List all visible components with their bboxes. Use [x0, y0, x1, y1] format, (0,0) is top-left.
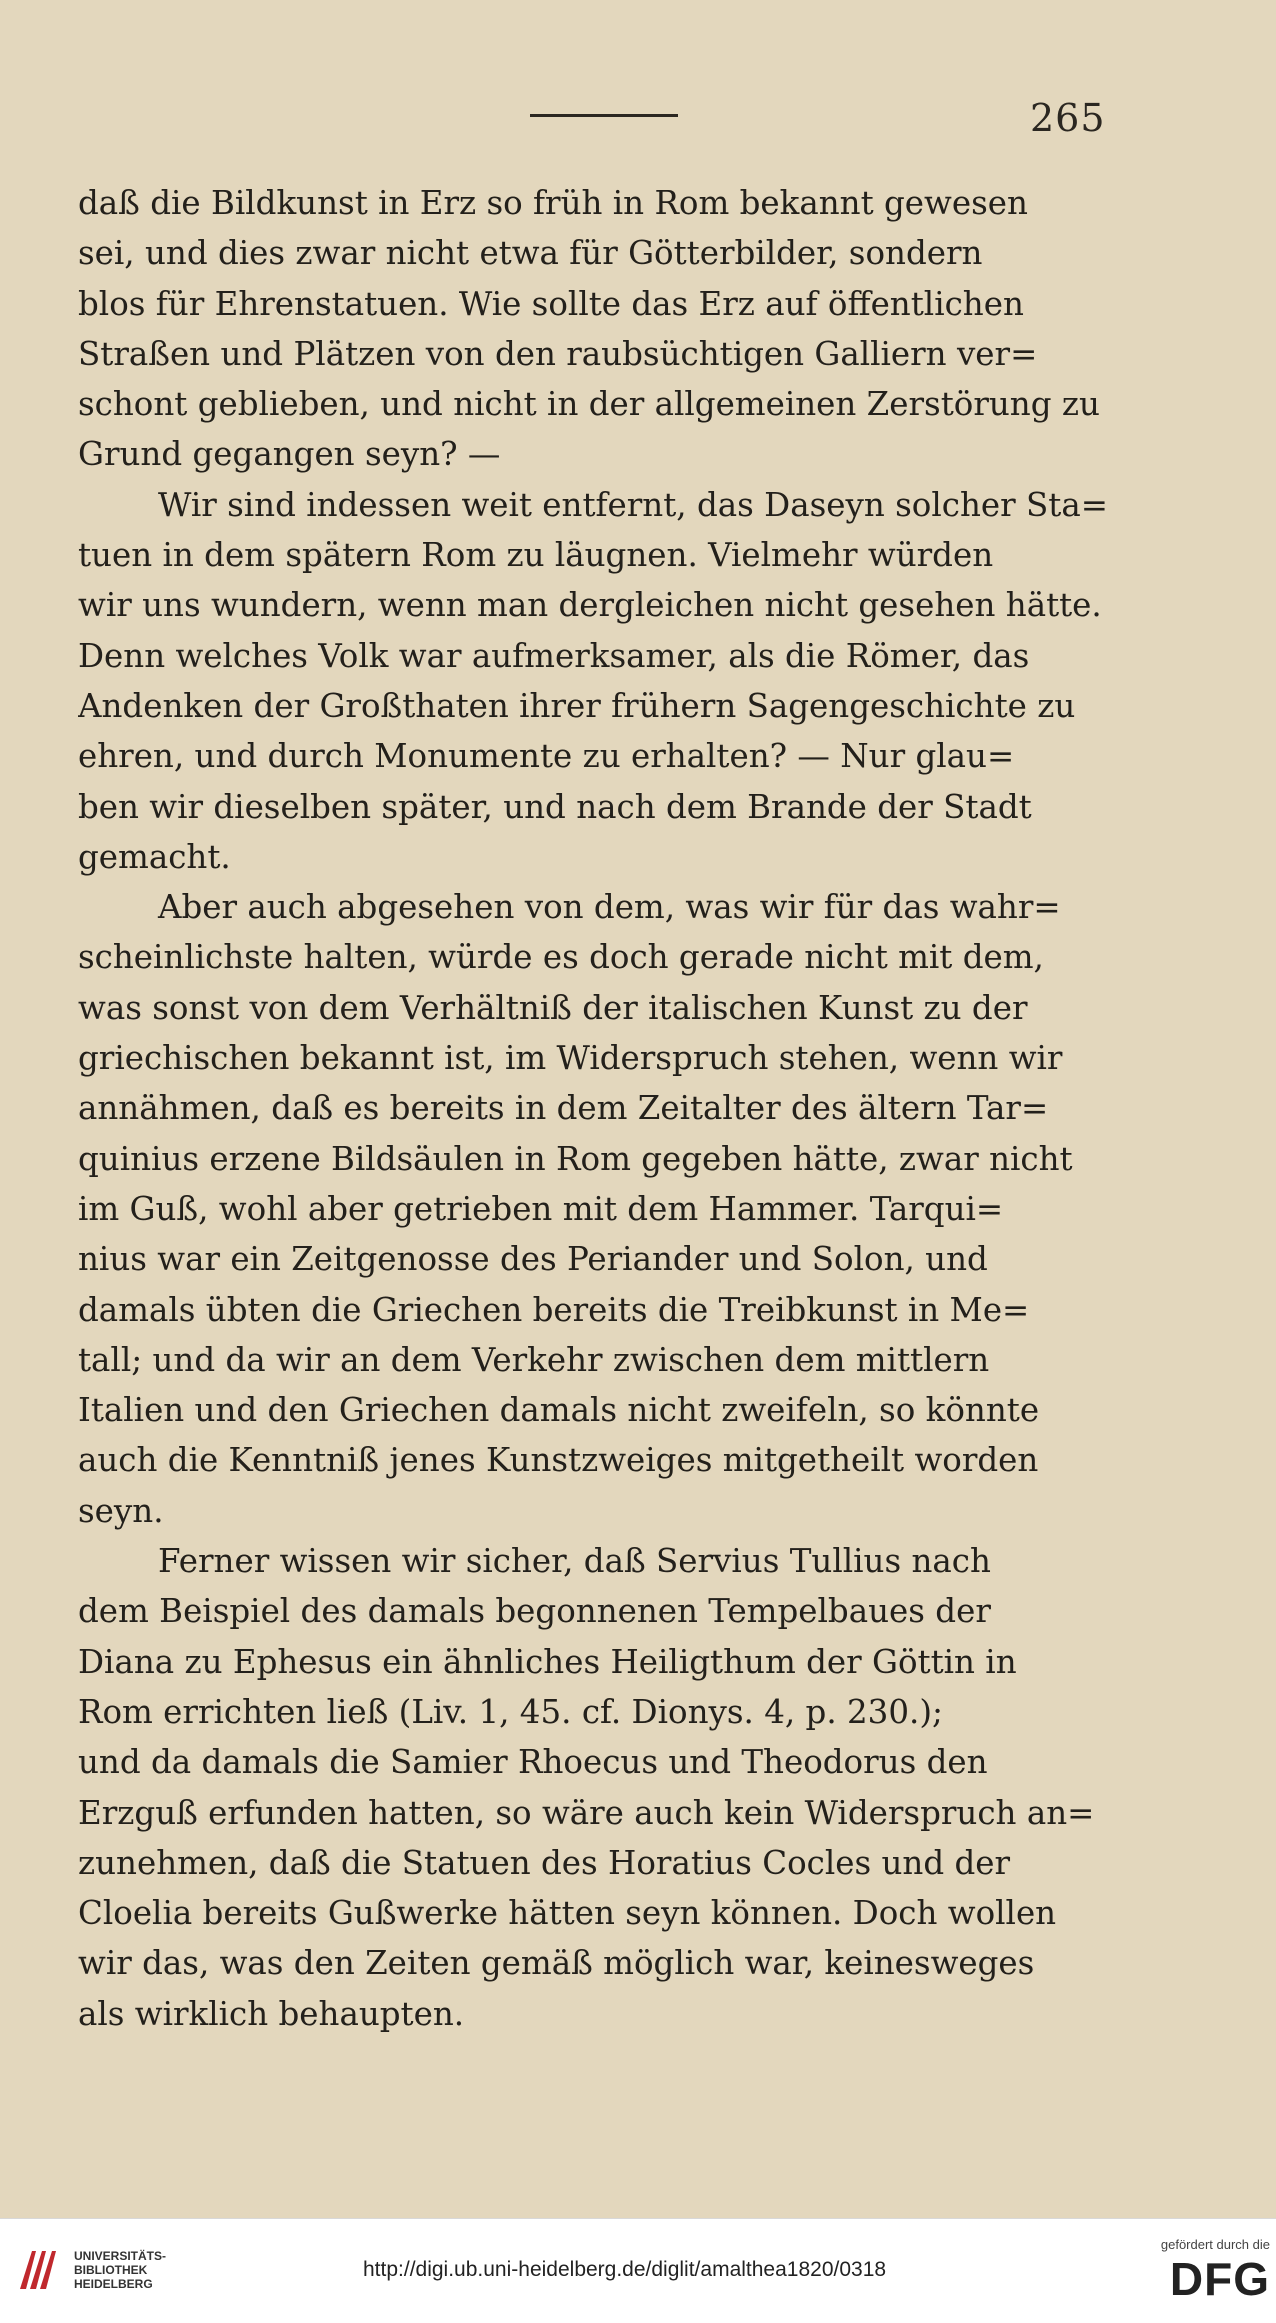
text-line: im Guß, wohl aber getrieben mit dem Hammer. Tarqui=: [78, 1189, 1004, 1228]
text-line: Italien und den Griechen damals nicht zweifeln, so könnte: [78, 1391, 1040, 1430]
text-line: Grund gegangen seyn? —: [78, 435, 501, 474]
text-line: tall; und da wir an dem Verkehr zwischen dem mittlern: [78, 1340, 990, 1379]
paragraph: [78, 882, 1118, 1536]
text-line: griechischen bekannt ist, im Widerspruch stehen, wenn wir: [78, 1039, 1063, 1078]
text-line: Denn welches Volk war aufmerksamer, als die Römer, das: [78, 636, 1030, 675]
body-text: [78, 178, 1118, 2039]
university-library-logo-icon: [14, 2245, 64, 2295]
library-name: [74, 2249, 166, 2291]
footer-bar: [0, 2218, 1276, 2323]
text-line: auch die Kenntniß jenes Kunstzweiges mitgetheilt worden: [78, 1441, 1039, 1480]
paragraph: [78, 178, 1118, 480]
text-line: und da damals die Samier Rhoecus und Theodorus den: [78, 1743, 988, 1782]
paragraph: [78, 1536, 1118, 2039]
text-line: zunehmen, daß die Statuen des Horatius Cocles und der: [78, 1843, 1011, 1882]
text-line: Straßen und Plätzen von den raubsüchtigen Galliern ver=: [78, 334, 1038, 373]
text-line: blos für Ehrenstatuen. Wie sollte das Erz auf öffentlichen: [78, 284, 1024, 323]
text-line: dem Beispiel des damals begonnenen Tempelbaues der: [78, 1592, 991, 1631]
text-line: Wir sind indessen weit entfernt, das Daseyn solcher Sta=: [158, 485, 1108, 524]
text-line: ehren, und durch Monumente zu erhalten? — Nur glau=: [78, 737, 1015, 776]
text-line: ben wir dieselben später, und nach dem Brande der Stadt: [78, 787, 1032, 826]
funding-block: [1130, 2237, 1270, 2305]
paragraph: [78, 480, 1118, 882]
text-line: Ferner wissen wir sicher, daß Servius Tullius nach: [158, 1542, 991, 1581]
text-line: Erzguß erfunden hatten, so wäre auch kein Widerspruch an=: [78, 1793, 1095, 1832]
page-header: [0, 96, 1276, 140]
text-line: tuen in dem spätern Rom zu läugnen. Vielmehr würden: [78, 536, 994, 575]
text-line: sei, und dies zwar nicht etwa für Götterbilder, sondern: [78, 234, 983, 273]
header-rule: [530, 114, 678, 117]
text-line: wir uns wundern, wenn man dergleichen nicht gesehen hätte.: [78, 586, 1102, 625]
source-url-link[interactable]: http://digi.ub.uni-heidelberg.de/diglit/amalthea1820/0318: [363, 2258, 887, 2281]
text-line: gemacht.: [78, 837, 231, 876]
library-name-line: HEIDELBERG: [74, 2277, 153, 2291]
funding-caption: gefördert durch die: [1160, 2237, 1270, 2252]
dfg-logo: DFG: [1169, 2253, 1270, 2305]
text-line: Rom errichten ließ (Liv. 1, 45. cf. Dionys. 4, p. 230.);: [78, 1692, 943, 1731]
library-name-line: BIBLIOTHEK: [74, 2263, 148, 2277]
text-line: wir das, was den Zeiten gemäß möglich war, keinesweges: [78, 1944, 1035, 1983]
text-line: schont geblieben, und nicht in der allgemeinen Zerstörung zu: [78, 385, 1100, 424]
text-line: seyn.: [78, 1491, 164, 1530]
text-line: nius war ein Zeitgenosse des Periander und Solon, und: [78, 1240, 988, 1279]
page-number: 265: [1030, 96, 1106, 140]
text-line: was sonst von dem Verhältniß der italischen Kunst zu der: [78, 988, 1028, 1027]
text-line: Aber auch abgesehen von dem, was wir für das wahr=: [158, 888, 1061, 927]
text-line: Cloelia bereits Gußwerke hätten seyn können. Doch wollen: [78, 1894, 1057, 1933]
text-line: damals übten die Griechen bereits die Treibkunst in Me=: [78, 1290, 1030, 1329]
library-name-line: UNIVERSITÄTS-: [74, 2249, 167, 2263]
text-line: annähmen, daß es bereits in dem Zeitalter des ältern Tar=: [78, 1089, 1049, 1128]
text-line: Andenken der Großthaten ihrer frühern Sagengeschichte zu: [78, 686, 1076, 725]
text-line: quinius erzene Bildsäulen in Rom gegeben hätte, zwar nicht: [78, 1139, 1073, 1178]
text-line: scheinlichste halten, würde es doch gerade nicht mit dem,: [78, 938, 1044, 977]
text-line: Diana zu Ephesus ein ähnliches Heiligthum der Göttin in: [78, 1642, 1017, 1681]
text-line: daß die Bildkunst in Erz so früh in Rom bekannt gewesen: [78, 184, 1028, 222]
text-line: als wirklich behaupten.: [78, 1994, 465, 2033]
